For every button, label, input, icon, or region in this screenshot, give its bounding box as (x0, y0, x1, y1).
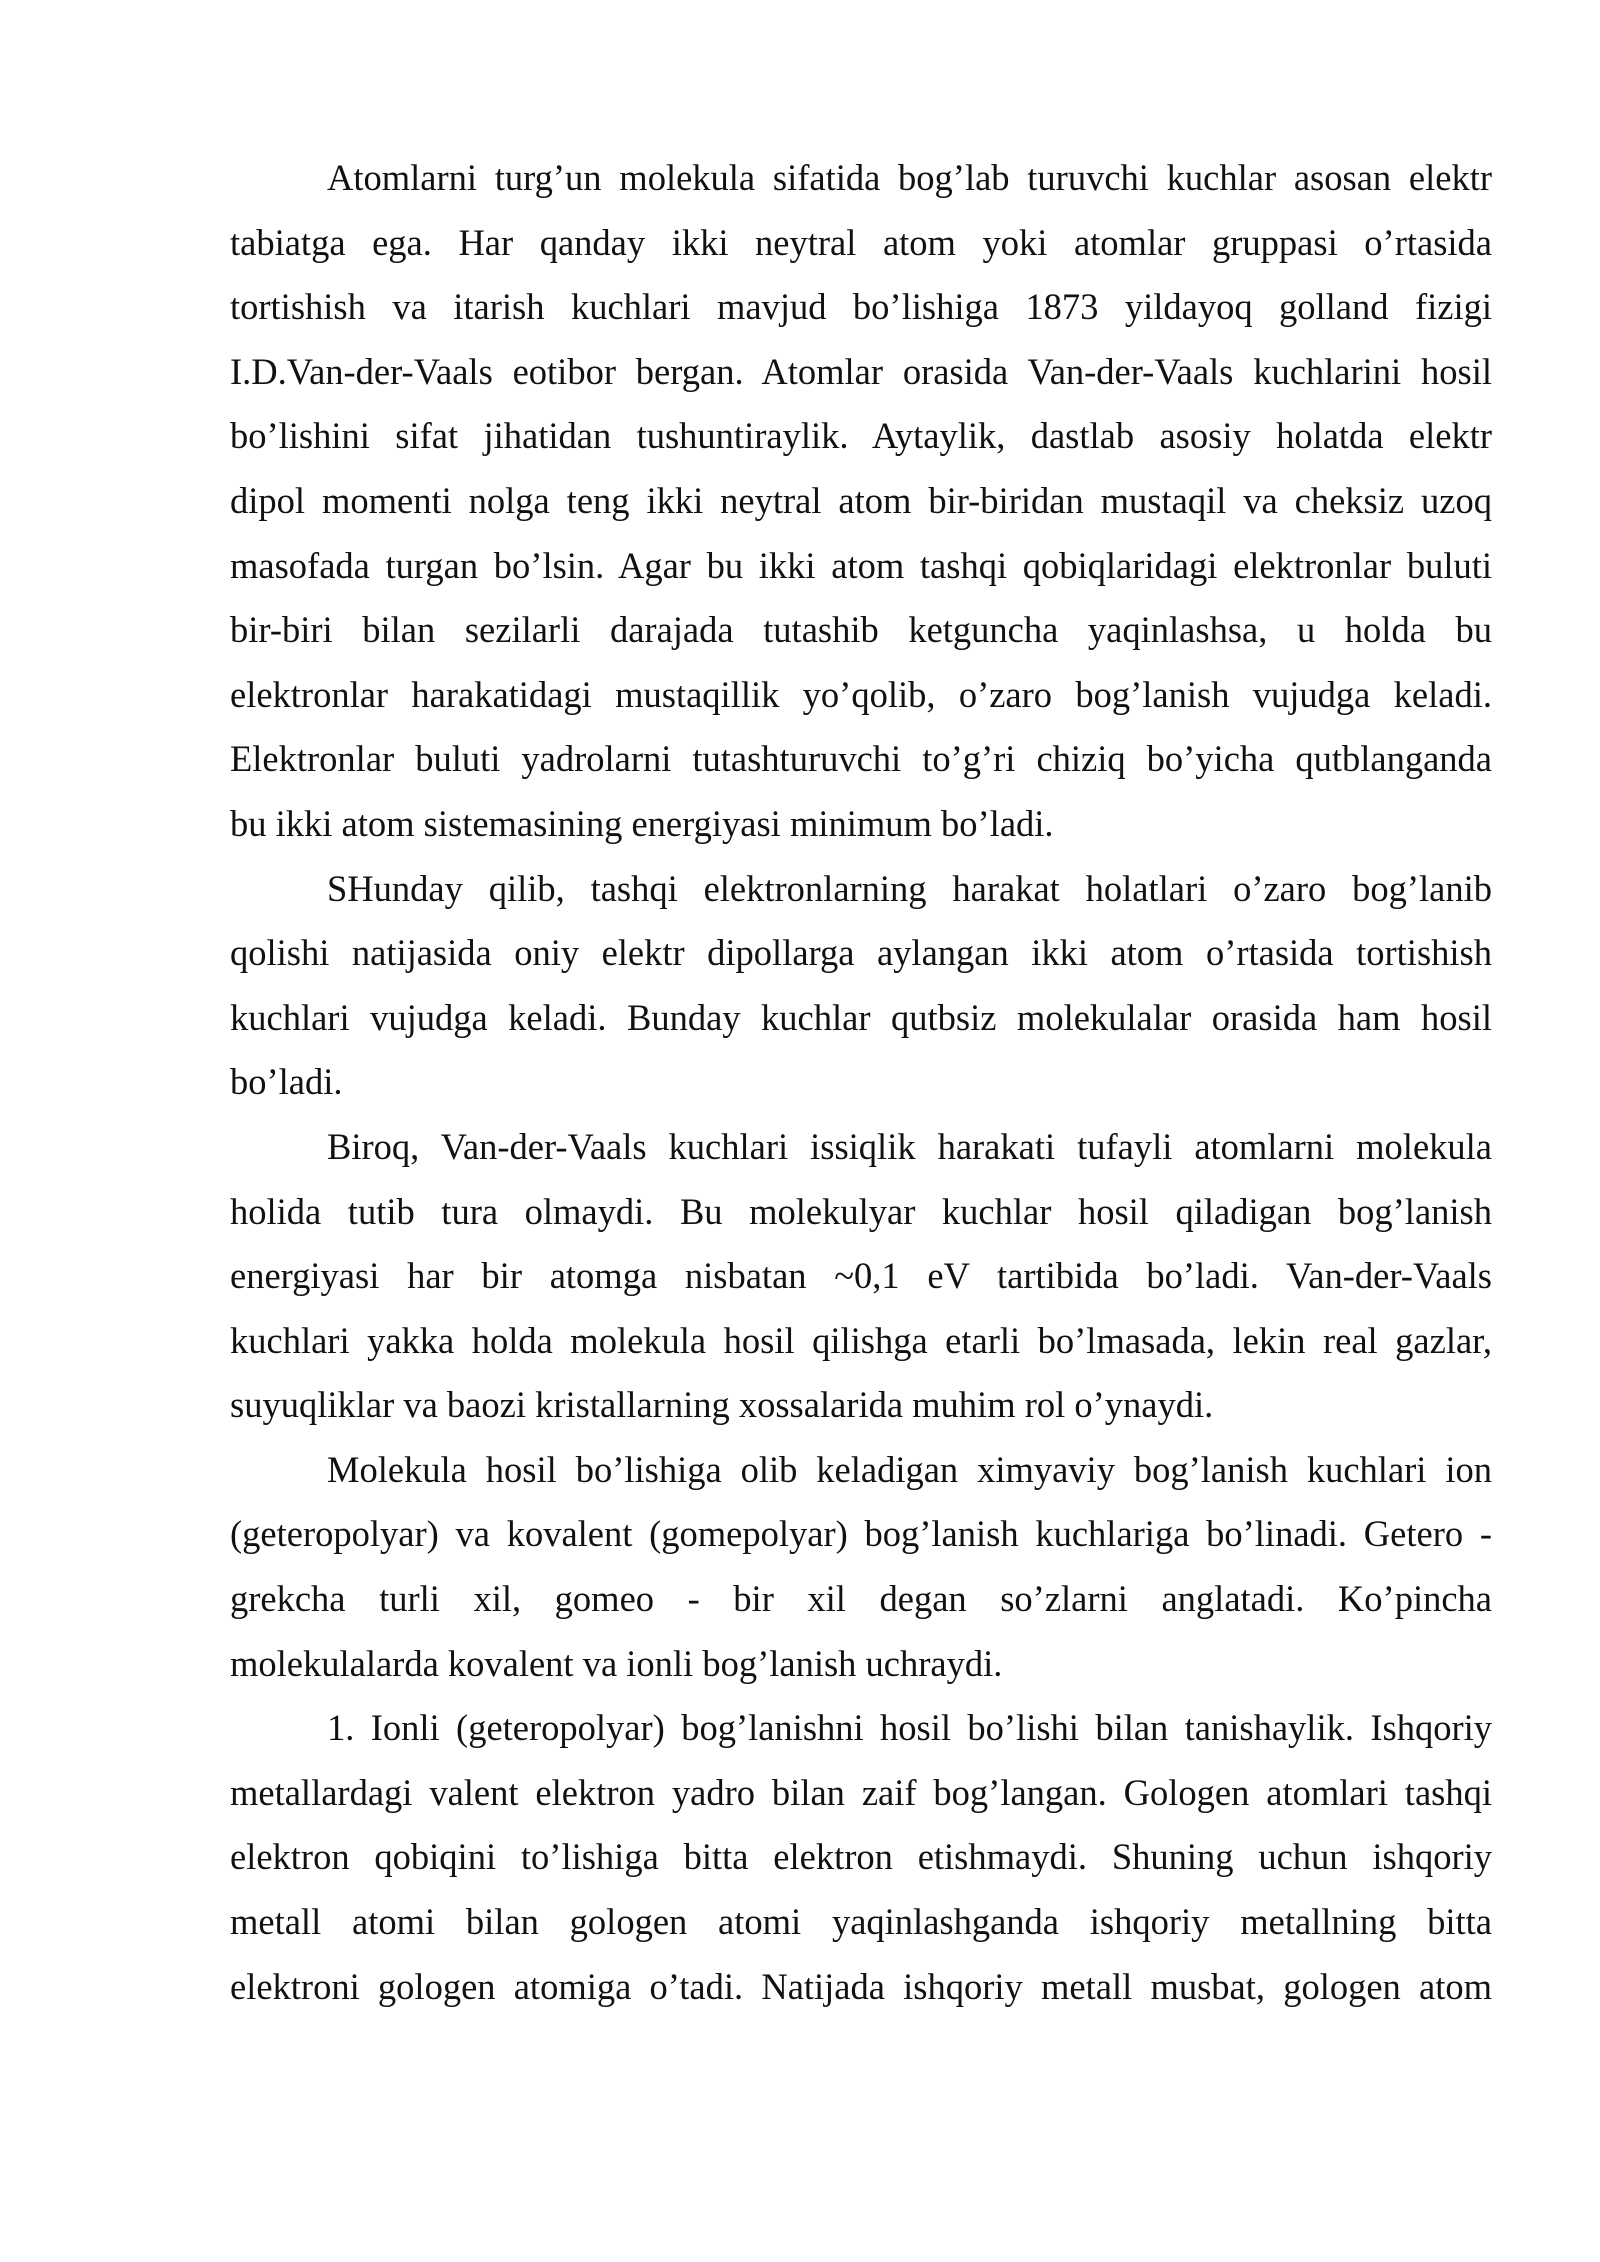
text-line: qolishi natijasida oniy elektr dipollarga aylangan ikki atom o’rtasida tortishish (230, 932, 1492, 974)
text-line: holida tutib tura olmaydi. Bu molekulyar kuchlar hosil qiladigan bog’lanish (230, 1190, 1492, 1232)
text-line: elektroni gologen atomiga o’tadi. Natijada ishqoriy metall musbat, gologen atom (230, 1965, 1492, 2007)
text-line: bo’ladi. (230, 1061, 343, 1103)
text-line: kuchlari yakka holda molekula hosil qilishga etarli bo’lmasada, lekin real gazlar, (230, 1319, 1492, 1361)
text-line: SHunday qilib, tashqi elektronlarning harakat holatlari o’zaro bog’lanib (327, 867, 1492, 909)
text-line: elektron qobiqini to’lishiga bitta elektron etishmaydi. Shuning uchun ishqoriy (230, 1836, 1492, 1878)
paragraph (230, 1115, 1492, 1438)
text-line: Elektronlar buluti yadrolarni tutashturuvchi to’g’ri chiziq bo’yicha qutblanganda (230, 738, 1492, 780)
text-line: Biroq, Van-der-Vaals kuchlari issiqlik harakati tufayli atomlarni molekula (327, 1125, 1492, 1167)
text-line: energiyasi har bir atomga nisbatan ~0,1 eV tartibida bo’ladi. Van-der-Vaals (230, 1255, 1492, 1297)
text-line: kuchlari vujudga keladi. Bunday kuchlar qutbsiz molekulalar orasida ham hosil (230, 996, 1492, 1038)
text-line: masofada turgan bo’lsin. Agar bu ikki atom tashqi qobiqlaridagi elektronlar buluti (230, 544, 1492, 586)
text-line: Atomlarni turg’un molekula sifatida bog’lab turuvchi kuchlar asosan elektr (327, 157, 1492, 198)
paragraph (230, 1696, 1492, 2019)
text-line: tabiatga ega. Har qanday ikki neytral atom yoki atomlar gruppasi o’rtasida (230, 221, 1492, 263)
text-line: elektronlar harakatidagi mustaqillik yo’qolib, o’zaro bog’lanish vujudga keladi. (230, 673, 1492, 715)
paragraph (230, 146, 1492, 857)
text-line: bir-biri bilan sezilarli darajada tutashib ketguncha yaqinlashsa, u holda bu (230, 609, 1492, 651)
text-line: bu ikki atom sistemasining energiyasi minimum bo’ladi. (230, 802, 1054, 844)
body-text (230, 146, 1492, 2019)
text-line: suyuqliklar va baozi kristallarning xossalarida muhim rol o’ynaydi. (230, 1384, 1214, 1426)
text-line: (geteropolyar) va kovalent (gomepolyar) bog’lanish kuchlariga bo’linadi. Getero - (230, 1513, 1492, 1555)
paragraph (230, 1438, 1492, 1696)
text-line: metall atomi bilan gologen atomi yaqinlashganda ishqoriy metallning bitta (230, 1901, 1492, 1943)
text-line: tortishish va itarish kuchlari mavjud bo’lishiga 1873 yildayoq golland fizigi (230, 286, 1492, 328)
text-line: molekulalarda kovalent va ionli bog’lanish uchraydi. (230, 1642, 1003, 1684)
text-line: 1. Ionli (geteropolyar) bog’lanishni hosil bo’lishi bilan tanishaylik. Ishqoriy (327, 1707, 1492, 1749)
paragraph (230, 857, 1492, 1115)
text-line: bo’lishini sifat jihatidan tushuntiraylik. Aytaylik, dastlab asosiy holatda elektr (230, 415, 1492, 457)
text-line: dipol momenti nolga teng ikki neytral atom bir-biridan mustaqil va cheksiz uzoq (230, 479, 1492, 521)
text-line: I.D.Van-der-Vaals eotibor bergan. Atomlar orasida Van-der-Vaals kuchlarini hosil (230, 350, 1492, 392)
text-line: Molekula hosil bo’lishiga olib keladigan ximyaviy bog’lanish kuchlari ion (327, 1448, 1492, 1490)
text-line: metallardagi valent elektron yadro bilan zaif bog’langan. Gologen atomlari tashqi (230, 1771, 1492, 1813)
text-line: grekcha turli xil, gomeo - bir xil degan so’zlarni anglatadi. Ko’pincha (230, 1578, 1492, 1620)
